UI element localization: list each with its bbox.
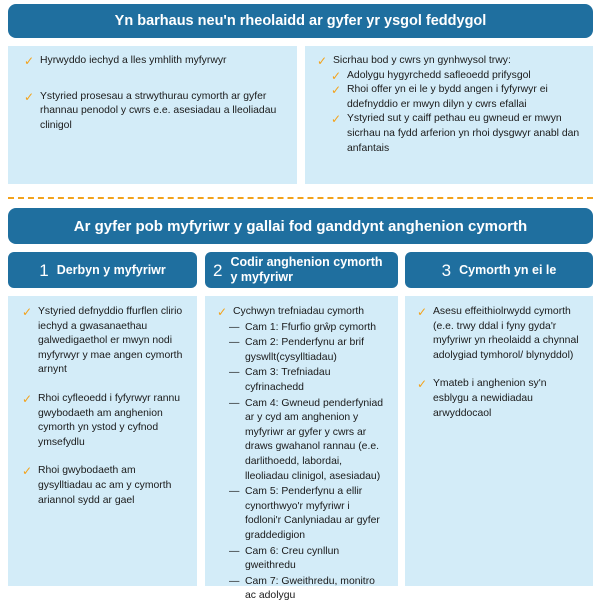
- check-icon: ✓: [331, 68, 342, 83]
- check-icon: ✓: [331, 83, 342, 98]
- dash-icon: —: [229, 397, 240, 409]
- step-text: Cam 3: Trefniadau cyfrinachedd: [245, 367, 331, 393]
- dash-icon: —: [229, 321, 240, 333]
- check-icon: ✓: [331, 112, 342, 127]
- step-text: Cam 4: Gwneud penderfyniad ar y cyd am anghenion y myfyriwr ar gyfer y cwrs ar draws gwahanol rannau (e.e. darlithoedd, labordai, lleoliadau clinigol, asesiadau): [245, 397, 384, 482]
- column-title: Codir anghenion cymorth y myfyriwr: [230, 255, 383, 284]
- check-icon: ✓: [417, 305, 428, 319]
- check-icon: ✓: [417, 377, 428, 392]
- step-item: [229, 545, 388, 574]
- dash-icon: —: [229, 575, 240, 587]
- step-text: Cam 1: Ffurfio grŵp cymorth: [245, 321, 377, 333]
- step-text: Cam 6: Creu cynllun gweithredu: [245, 545, 340, 572]
- step-item: [229, 575, 388, 604]
- panel-column-3: [405, 296, 593, 586]
- column-header-1: [8, 252, 197, 288]
- check-icon: ✓: [22, 391, 33, 406]
- mid-banner-title: Ar gyfer pob myfyriwr y gallai fod ganddynt anghenion cymorth: [73, 217, 528, 235]
- item-text: Rhoi offer yn ei le y bydd angen i fyfyrwyr ei ddefnyddio er mwyn dilyn y cwrs efallai: [347, 84, 548, 110]
- list-item: [22, 305, 183, 378]
- panel-top-right: [305, 46, 593, 184]
- step-item: [229, 485, 388, 543]
- column-header-2: [205, 252, 398, 288]
- column-title: Cymorth yn ei le: [459, 262, 557, 277]
- column-header-3: [405, 252, 593, 288]
- item-text: Hyrwyddo iechyd a lles ymhlith myfyrwyr: [40, 55, 227, 66]
- step-item: [229, 336, 388, 365]
- check-icon: ✓: [24, 89, 35, 104]
- item-text: Ymateb i anghenion sy'n esblygu a newidiadau arwyddocaol: [433, 378, 547, 419]
- item-text: Cychwyn trefniadau cymorth: [233, 306, 365, 317]
- step-number: 2: [213, 260, 223, 280]
- item-text: Ystyried defnyddio ffurflen clirio iechyd a gwasanaethau galwedigaethol er mwyn nodi myfyrwyr y mae angen cymorth arnynt: [38, 306, 183, 376]
- check-icon: ✓: [217, 305, 228, 319]
- list-item: [331, 69, 583, 84]
- step-item: [229, 397, 388, 485]
- step-text: Cam 2: Penderfynu ar brif gyswllt(cysylltiadau): [245, 337, 364, 363]
- panel-top-left: [8, 46, 297, 184]
- column-title: Derbyn y myfyriwr: [56, 262, 166, 277]
- dash-icon: —: [229, 486, 240, 498]
- panel-column-2: [205, 296, 398, 602]
- mid-banner: [8, 208, 593, 244]
- dash-icon: —: [229, 337, 240, 349]
- step-text: Cam 7: Gweithredu, monitro ac adolygu: [245, 575, 375, 602]
- list-item: [22, 392, 183, 450]
- step-number: 1: [39, 260, 49, 280]
- list-item: [317, 54, 583, 69]
- item-text: Rhoi cyfleoedd i fyfyrwyr rannu gwybodaeth am anghenion cymorth yn ystod y cyfnod ymsefydlu: [38, 392, 181, 448]
- item-text: Sicrhau bod y cwrs yn gynhwysol trwy:: [333, 55, 511, 66]
- step-item: [229, 321, 388, 336]
- step-number: 3: [441, 260, 452, 280]
- dashed-divider: [8, 197, 593, 199]
- check-icon: ✓: [317, 54, 328, 68]
- step-text: Cam 5: Penderfynu a ellir cynorthwyo'r myfyriwr i fodloni'r Canlyniadau ar gyfer graddedigion: [245, 486, 380, 541]
- item-text: Ystyried sut y caiff pethau eu gwneud er mwyn sicrhau na fydd arferion yn rhoi dysgwyr anabl dan anfantais: [347, 113, 580, 154]
- top-banner: [8, 4, 593, 38]
- item-text: Rhoi gwybodaeth am gysylltiadau ac am y cymorth ariannol sydd ar gael: [38, 465, 172, 506]
- dash-icon: —: [229, 545, 240, 557]
- item-text: Adolygu hygyrchedd safleoedd prifysgol: [347, 69, 531, 81]
- check-icon: ✓: [22, 464, 33, 479]
- list-item: [217, 305, 388, 320]
- check-icon: ✓: [24, 54, 35, 68]
- list-item: [24, 90, 287, 134]
- list-item: [331, 83, 583, 112]
- dash-icon: —: [229, 367, 240, 379]
- list-item: [24, 54, 287, 69]
- step-list: [217, 321, 388, 604]
- list-item: [417, 305, 581, 363]
- step-item: [229, 366, 388, 395]
- item-text: Asesu effeithiolrwydd cymorth (e.e. trwy ddal i fyny gyda'r myfyriwr yn rheolaidd a chynnal adolygiad tymhorol/ blynyddol): [433, 306, 579, 361]
- list-item: [417, 377, 581, 421]
- check-icon: ✓: [22, 305, 33, 319]
- top-banner-title: Yn barhaus neu'n rheolaidd ar gyfer yr ysgol feddygol: [114, 13, 487, 29]
- list-item: [331, 112, 583, 156]
- panel-column-1: [8, 296, 197, 586]
- item-text: Ystyried prosesau a strwythurau cymorth ar gyfer rhannau penodol y cwrs e.e. asesiadau a lleoliadau clinigol: [40, 90, 277, 131]
- list-item: [22, 464, 183, 508]
